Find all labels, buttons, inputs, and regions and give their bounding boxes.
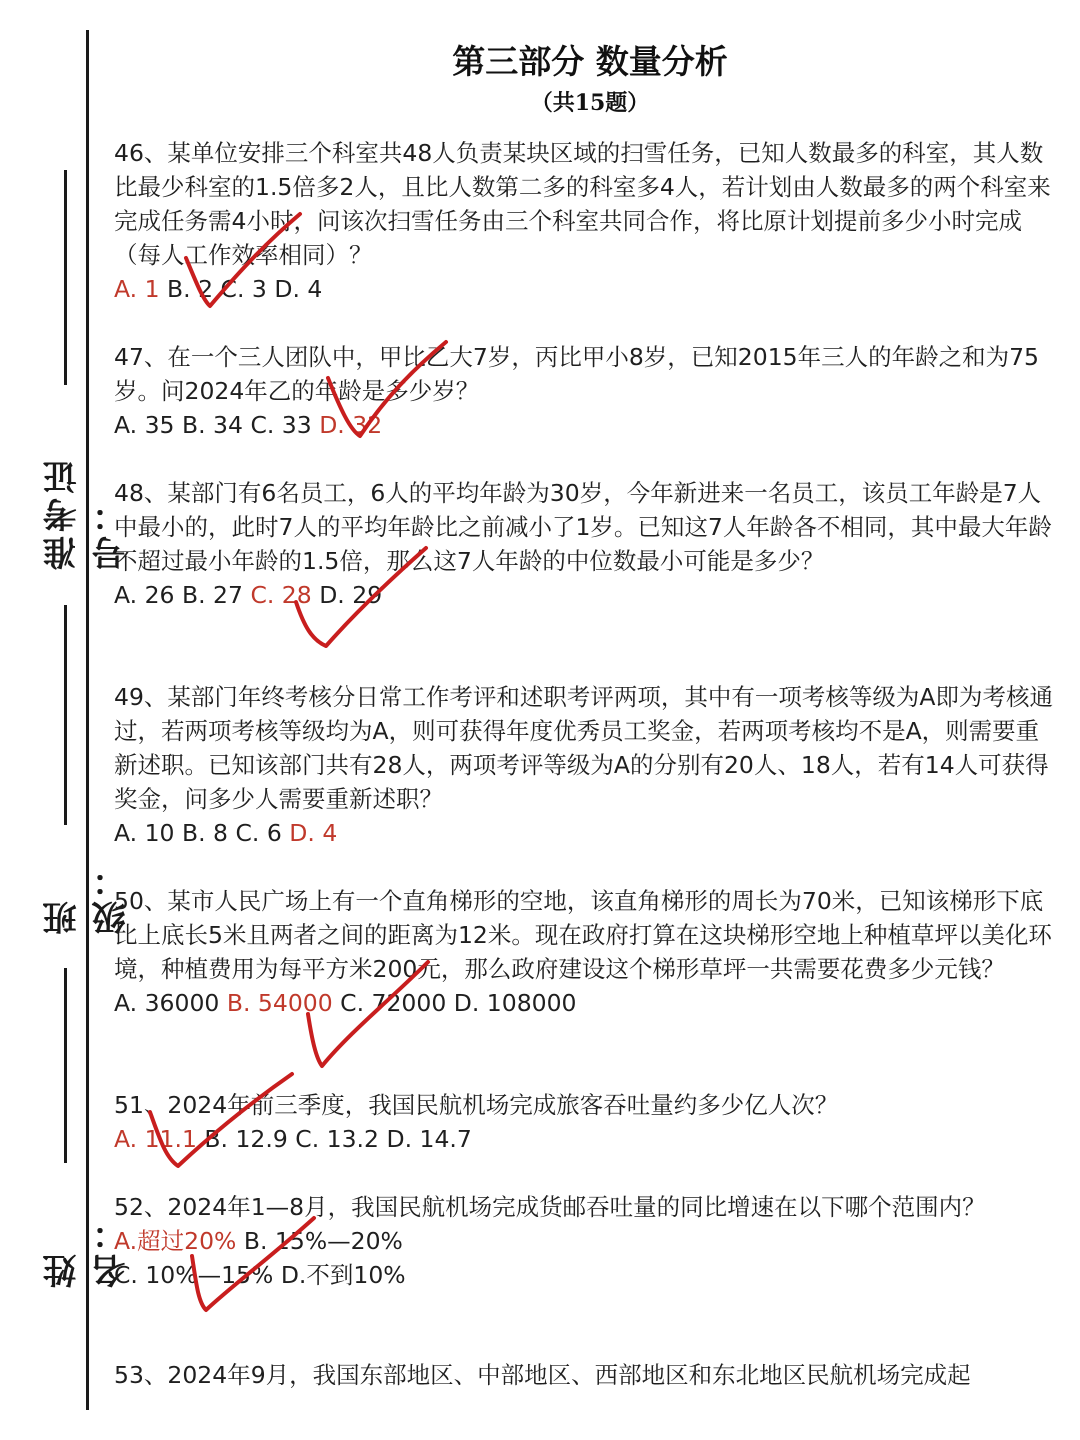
name-label: 姓名： — [43, 1212, 132, 1288]
option-b[interactable]: B. 2 — [167, 275, 214, 303]
option-a[interactable]: A. 10 — [114, 819, 175, 847]
class-field[interactable] — [38, 605, 132, 935]
binding-margin-line — [86, 30, 89, 1410]
option-b[interactable]: B. 15%—20% — [243, 1227, 403, 1255]
answer-options-row-1 — [114, 1224, 1060, 1258]
class-label: 班级： — [43, 859, 132, 935]
question-text: 47、在一个三人团队中，甲比乙大7岁，丙比甲小8岁，已知2015年三人的年龄之和为75岁。问2024年乙的年龄是多少岁？ — [114, 343, 1040, 405]
question-text: 53、2024年9月，我国东部地区、中部地区、西部地区和东北地区民航机场完成起 — [114, 1361, 971, 1389]
question-text: 49、某部门年终考核分日常工作考评和述职考评两项，其中有一项考核等级为A即为考核通过，若两项考核等级均为A，则可获得年度优秀员工奖金，若两项考核均不是A，则需要重新述职。已知该部门共有28人，两项考评等级为A的分别有20人、18人，若有14人可获得奖金，问多少人需要重新述职？ — [114, 683, 1053, 813]
option-a[interactable]: A. 11.1 — [114, 1125, 197, 1153]
option-a[interactable]: A. 1 — [114, 275, 160, 303]
answer-options — [114, 578, 1060, 612]
name-field[interactable] — [38, 968, 132, 1288]
answer-options-row-2 — [114, 1258, 1060, 1292]
option-a[interactable]: A. 26 — [114, 581, 175, 609]
question-text: 48、某部门有6名员工，6人的平均年龄为30岁，今年新进来一名员工，该员工年龄是7人中最小的，此时7人的平均年龄比之前减小了1岁。已知这7人年龄各不相同，其中最大年龄不超过最小年龄的1.5倍，那么这7人年龄的中位数最小可能是多少？ — [114, 479, 1052, 575]
option-d[interactable]: D. 4 — [274, 275, 323, 303]
option-d[interactable]: D. 32 — [319, 411, 383, 439]
answer-options — [114, 986, 1060, 1020]
question-text: 52、2024年1—8月，我国民航机场完成货邮吞吐量的同比增速在以下哪个范围内？ — [114, 1193, 986, 1221]
option-c[interactable]: C. 72000 — [340, 989, 447, 1017]
option-c[interactable]: C. 3 — [220, 275, 267, 303]
page-title: 第三部分 数量分析 — [452, 42, 728, 81]
option-d[interactable]: D.不到10% — [280, 1261, 406, 1289]
option-c[interactable]: C. 33 — [250, 411, 312, 439]
question-53 — [114, 1358, 1060, 1392]
question-52 — [114, 1190, 1060, 1292]
question-text: 51、2024年前三季度，我国民航机场完成旅客吞吐量约多少亿人次？ — [114, 1091, 839, 1119]
exam-id-underline — [64, 170, 67, 385]
name-underline — [64, 968, 67, 1163]
question-text: 46、某单位安排三个科室共48人负责某块区域的扫雪任务，已知人数最多的科室，其人数比最少科室的1.5倍多2人，且比人数第二多的科室多4人，若计划由人数最多的两个科室来完成任务需4小时，问该次扫雪任务由三个科室共同合作，将比原计划提前多少小时完成（每人工作效率相同）？ — [114, 139, 1051, 269]
option-b[interactable]: B. 12.9 — [204, 1125, 288, 1153]
page-subtitle: （共15题） — [530, 90, 650, 116]
option-b[interactable]: B. 34 — [182, 411, 243, 439]
option-b[interactable]: B. 54000 — [226, 989, 333, 1017]
answer-options — [114, 408, 1060, 442]
question-50 — [114, 884, 1060, 1020]
option-c[interactable]: C. 28 — [250, 581, 312, 609]
option-b[interactable]: B. 27 — [182, 581, 243, 609]
exam-id-field[interactable] — [38, 170, 132, 570]
answer-options — [114, 816, 1060, 850]
question-47 — [114, 340, 1060, 442]
option-c[interactable]: C. 13.2 — [295, 1125, 379, 1153]
option-d[interactable]: D. 29 — [319, 581, 383, 609]
class-underline — [64, 605, 67, 825]
question-46 — [114, 136, 1060, 306]
exam-id-label: 准考证号： — [43, 456, 132, 570]
answer-options — [114, 272, 1060, 306]
question-51 — [114, 1088, 1060, 1156]
answer-options — [114, 1122, 1060, 1156]
option-d[interactable]: D. 14.7 — [386, 1125, 472, 1153]
option-d[interactable]: D. 108000 — [453, 989, 577, 1017]
question-text: 50、某市人民广场上有一个直角梯形的空地，该直角梯形的周长为70米，已知该梯形下底比上底长5米且两者之间的距离为12米。现在政府打算在这块梯形空地上种植草坪以美化环境，种植费用为每平方米200元，那么政府建设这个梯形草坪一共需要花费多少元钱？ — [114, 887, 1052, 983]
question-49 — [114, 680, 1060, 850]
option-a[interactable]: A. 35 — [114, 411, 175, 439]
option-d[interactable]: D. 4 — [289, 819, 338, 847]
option-b[interactable]: B. 8 — [182, 819, 229, 847]
option-c[interactable]: C. 6 — [235, 819, 282, 847]
question-48 — [114, 476, 1060, 612]
option-c[interactable]: C. 10%—15% — [114, 1261, 274, 1289]
option-a[interactable]: A.超过20% — [114, 1227, 237, 1255]
option-a[interactable]: A. 36000 — [114, 989, 220, 1017]
